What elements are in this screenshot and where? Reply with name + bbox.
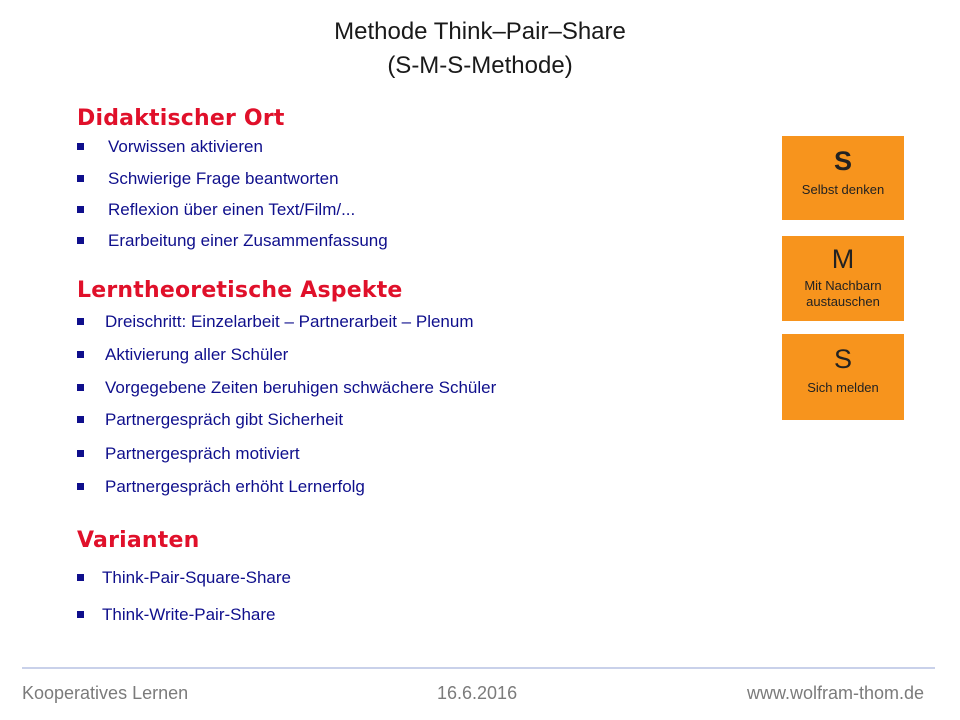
step-box-mit-nachbarn	[782, 236, 904, 321]
slide-title: Methode Think–Pair–Share	[334, 18, 626, 45]
slide-subtitle: (S-M-S-Methode)	[387, 52, 573, 79]
bullet-square-icon	[77, 318, 84, 325]
bullet-square-icon	[77, 416, 84, 423]
step-box-sich-melden	[782, 334, 904, 420]
footer-left: Kooperatives Lernen	[22, 683, 189, 703]
step-label: Selbst denken	[801, 182, 885, 197]
footer-date: 16.6.2016	[437, 683, 518, 703]
step-label: austauschen	[806, 294, 880, 309]
bullet-square-icon	[77, 351, 84, 358]
bullet-square-icon	[77, 175, 84, 182]
step-letter: M	[831, 244, 855, 274]
bullet-square-icon	[77, 574, 84, 581]
section-heading-didaktik: Didaktischer Ort	[77, 106, 285, 131]
bullet-square-icon	[77, 450, 84, 457]
bullet-square-icon	[77, 384, 84, 391]
footer-divider	[22, 667, 935, 669]
bullet-square-icon	[77, 237, 84, 244]
bullet-square-icon	[77, 206, 84, 213]
step-letter: S	[833, 146, 852, 176]
step-box-selbst-denken	[782, 136, 904, 220]
bullet-square-icon	[77, 483, 84, 490]
section-heading-varianten: Varianten	[77, 528, 200, 553]
footer-website: www.wolfram-thom.de	[746, 683, 924, 703]
bullet-square-icon	[77, 143, 84, 150]
step-label: Mit Nachbarn	[804, 278, 882, 293]
section-heading-lerntheorie: Lerntheoretische Aspekte	[77, 278, 403, 303]
step-letter: S	[833, 344, 852, 374]
bullet-square-icon	[77, 611, 84, 618]
step-label: Sich melden	[807, 380, 879, 395]
